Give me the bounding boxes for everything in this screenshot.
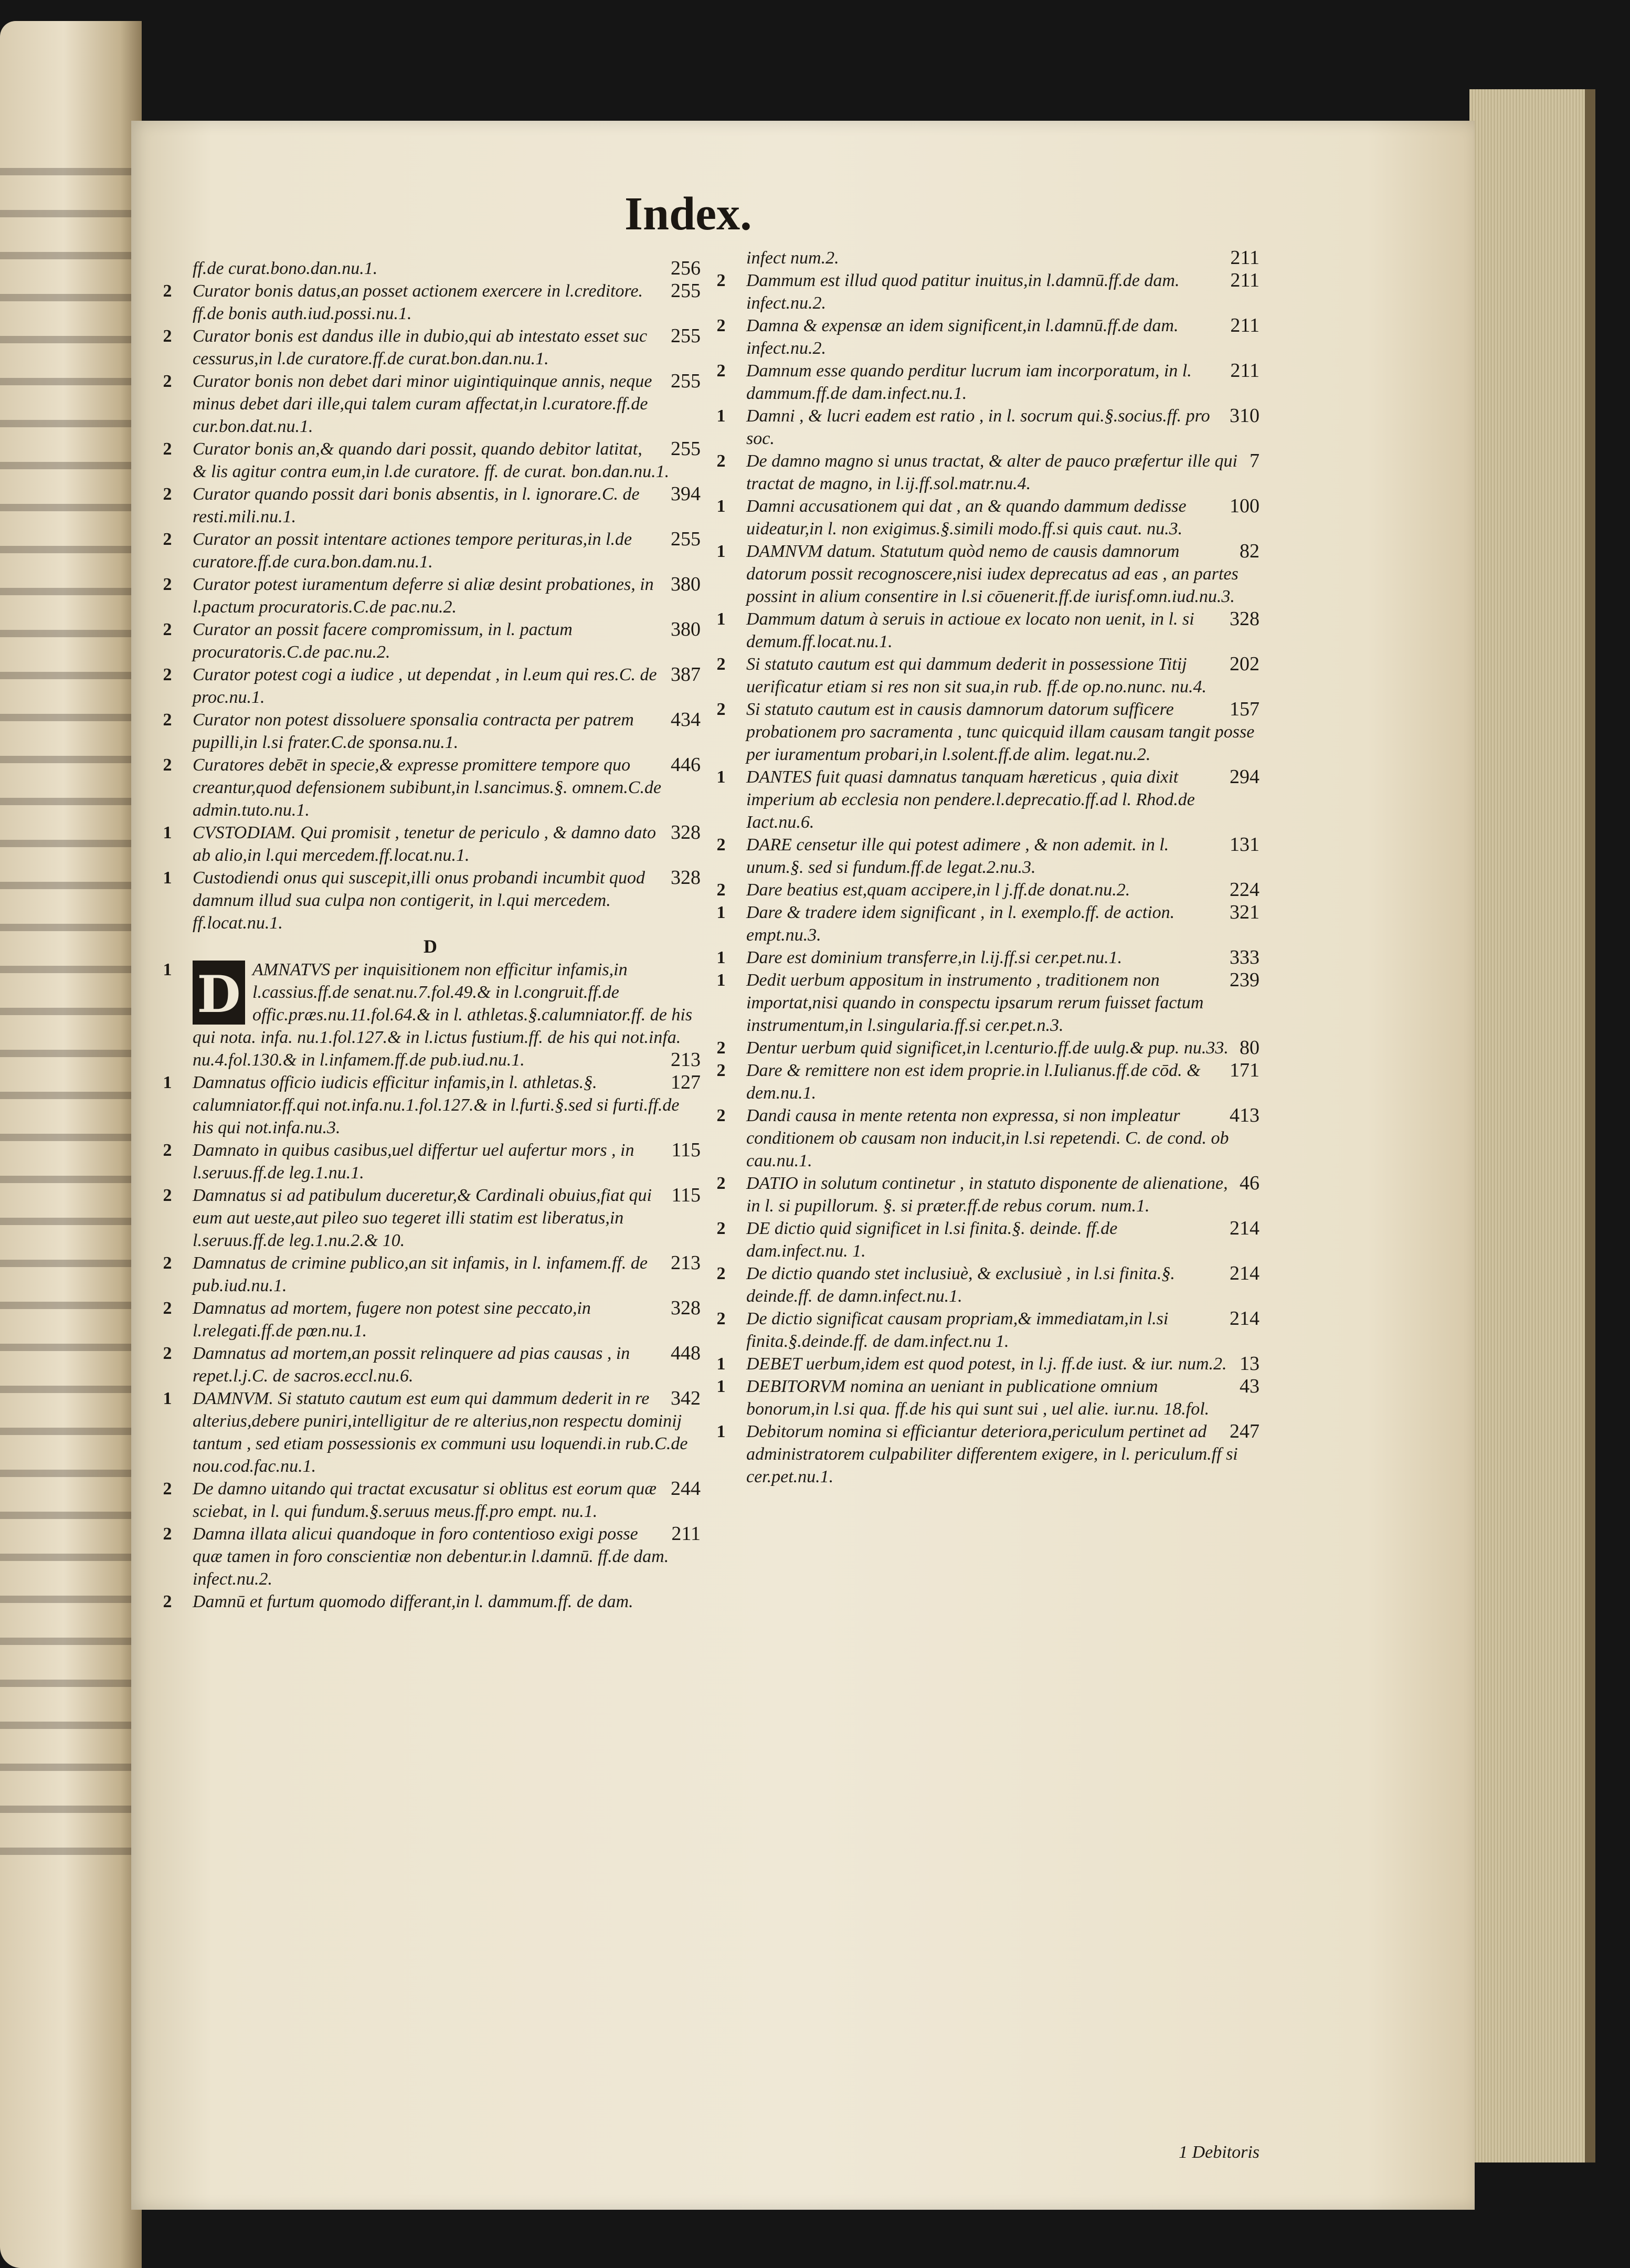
entry-marker: 1 [163,868,172,888]
index-entry [714,608,1259,653]
entry-page-number: 387 [671,663,701,685]
index-entry [160,257,701,280]
entry-marker: 1 [716,971,726,990]
index-entry [160,528,701,573]
bleed-text-line [0,588,134,595]
index-entry [714,1172,1259,1217]
entry-text: Dandi causa in mente retenta non expressa, si non impleatur conditionem ob causam non inducit,in l.si repetendi. C. de cond. ob cau.nu.1. [746,1106,1229,1170]
entry-marker: 2 [163,575,172,594]
entry-marker: 1 [716,609,726,629]
entry-text: De dictio quando stet inclusiuè, & exclusiuè , in l.si finita.§. deinde.ff. de damn.infect.nu.1. [746,1264,1175,1306]
entry-marker: 2 [716,880,726,900]
index-entry [160,663,701,709]
catchword: 1 Debitoris [1179,2143,1259,2162]
entry-page-number: 321 [1230,901,1259,923]
entry-page-number: 211 [1230,269,1259,291]
bleed-text-line [0,1596,134,1603]
entry-page-number: 255 [671,325,701,347]
entry-marker: 1 [716,406,726,426]
index-entry [714,405,1259,450]
bleed-text-line [0,546,134,553]
bleed-text-line [0,672,134,679]
left-column [160,257,701,1613]
entry-page-number: 131 [1230,834,1259,856]
entry-text: DAMNVM datum. Statutum quòd nemo de causis damnorum datorum possit recognoscere,nisi iudex deprecatus ad eas , an partes possint in alium consentire in l.si cōuenerit.ff.de iurisf.omn.iud.nu.3. [746,542,1239,606]
entry-text: Debitorum nomina si efficiantur deteriora,periculum pertinet ad administratorem culpabiliter differentem exigere, in l. periculum.ff si cer.pet.nu.1. [746,1422,1238,1486]
index-entry [160,438,701,483]
entry-marker: 2 [163,755,172,775]
bleed-text-line [0,630,134,637]
entry-text: Curator potest iuramentum deferre si aliæ desint probationes, in l.pactum procuratoris.C.de pac.nu.2. [193,575,654,617]
entry-text: infect num.2. [746,248,839,268]
entry-page-number: 211 [671,1523,701,1545]
entry-text: DATIO in solutum continetur , in statuto disponente de alienatione, in l. si pupillorum. §. si præter.ff.de rebus corum. num.1. [746,1174,1228,1216]
entry-text: Damna illata alicui quandoque in foro contentioso exigi posse quæ tamen in foro conscientiæ non debentur.in l.damnū. ff.de dam. infect.nu.2. [193,1524,669,1589]
entry-page-number: 294 [1230,766,1259,788]
entry-text: Damnum esse quando perditur lucrum iam incorporatum, in l. dammum.ff.de dam.infect.nu.1. [746,361,1192,403]
entry-page-number: 46 [1240,1172,1259,1194]
entry-marker: 2 [163,326,172,346]
entry-page-number: 342 [671,1387,701,1409]
right-column [714,247,1259,1488]
entry-marker: 2 [163,710,172,730]
bleed-text-line [0,1218,134,1225]
entry-page-number: 202 [1230,653,1259,675]
entry-text: DE dictio quid significet in l.si finita.§. deinde. ff.de dam.infect.nu. 1. [746,1219,1118,1261]
index-entry [160,573,701,618]
entry-text: Curator bonis est dandus ille in dubio,qui ab intestato esset suc cessurus,in l.de curatore.ff.de curat.bon.dan.nu.1. [193,326,648,368]
entry-marker: 2 [163,1253,172,1273]
entry-page-number: 328 [1230,608,1259,630]
entry-marker: 2 [163,1479,172,1499]
entry-text: Damnatus ad mortem, fugere non potest sine peccato,in l.relegati.ff.de pœn.nu.1. [193,1299,591,1341]
index-entry [714,1420,1259,1488]
entry-text: Dare & tradere idem significant , in l. exemplo.ff. de action. empt.nu.3. [746,903,1175,945]
entry-marker: 2 [716,655,726,674]
bleed-text-line [0,1050,134,1057]
entry-marker: 2 [163,620,172,639]
entry-marker: 1 [716,497,726,516]
bleed-text-line [0,1344,134,1351]
entry-page-number: 13 [1240,1353,1259,1375]
index-entry [160,325,701,370]
index-entry [714,946,1259,969]
bleed-text-line [0,1428,134,1435]
facing-left-page [0,21,142,2268]
entry-text: Curatores debēt in specie,& expresse promittere tempore quo creantur,quod defensionem subibunt,in l.sancimus.§. omnem.C.de admin.tuto.nu.1. [193,755,662,820]
d-first-entry [160,958,701,1071]
entry-page-number: 255 [671,280,701,302]
index-entry [160,1523,701,1590]
entry-marker: 2 [716,271,726,290]
entry-text: DEBET uerbum,idem est quod potest, in l.j. ff.de iust. & iur. num.2. [746,1354,1227,1374]
entry-marker: 2 [716,1219,726,1238]
index-entry [714,901,1259,946]
entry-text: ff.de curat.bono.dan.nu.1. [193,259,378,278]
entry-marker: 1 [716,948,726,967]
entry-marker: 2 [163,1141,172,1160]
entry-page-number: 247 [1230,1420,1259,1442]
index-entry [160,483,701,528]
bleed-text-line [0,462,134,469]
entry-text: Damnatus officio iudicis efficitur infamis,in l. athletas.§. calumniator.ff.qui not.infa.nu.1.fol.127.& in l.furti.§.sed si furti.ff.de his qui not.infa.nu.3. [193,1073,680,1137]
entry-page-number: 214 [1230,1217,1259,1239]
index-entry [714,540,1259,608]
entry-page-number: 214 [1230,1307,1259,1330]
entry-marker: 2 [716,700,726,719]
bleed-text-line [0,168,134,175]
index-entry [160,1590,701,1613]
entry-text: Curator potest cogi a iudice , ut dependat , in l.eum qui res.C. de proc.nu.1. [193,665,657,707]
bleed-text-line [0,840,134,847]
entry-page-number: 434 [671,709,701,731]
entry-text: Dare beatius est,quam accipere,in l j.ff.de donat.nu.2. [746,880,1130,900]
index-entry [160,1342,701,1387]
index-entry [160,709,701,754]
index-entry [160,1184,701,1252]
bleed-text-line [0,294,134,301]
index-entry [714,879,1259,901]
bleed-text-line [0,1680,134,1687]
index-entry [714,653,1259,698]
entry-text: Si statuto cautum est in causis damnorum datorum sufficere probationem pro sacramenta , tunc quicquid illam causam tangit posse per iuramentum probari,in l.solent.ff.de alim. legat.nu.2. [746,700,1255,764]
index-entry [714,495,1259,540]
entry-text: Damnū et furtum quomodo differant,in l. dammum.ff. de dam. [193,1592,633,1611]
bleed-text-line [0,1008,134,1015]
entry-marker: 2 [163,530,172,549]
bleed-text-line [0,924,134,931]
entry-text: Dare est dominium transferre,in l.ij.ff.si cer.pet.nu.1. [746,948,1123,967]
entry-page-number: 127 [671,1071,701,1093]
entry-page-number: 380 [671,618,701,640]
index-entry [160,867,701,934]
bleed-text-line [0,1302,134,1309]
index-entry [714,360,1259,405]
entry-page-number: 171 [1230,1059,1259,1081]
index-entry [714,1037,1259,1059]
bleed-text-line [0,420,134,427]
entry-marker: 1 [716,542,726,561]
entry-marker: 2 [163,1592,172,1611]
entry-page-number: 7 [1250,450,1259,472]
entry-text: Damna & expensæ an idem significent,in l.damnū.ff.de dam. infect.nu.2. [746,316,1179,358]
entry-page-number: 380 [671,573,701,595]
entry-marker: 2 [716,1264,726,1283]
index-entry [714,269,1259,314]
entry-page-number: 255 [671,528,701,550]
entry-text: Curator bonis non debet dari minor uigintiquinque annis, neque minus debet dari ille,qui talem curam affectat,in l.curatore.ff.de cur.bon.dat.nu.1. [193,372,652,436]
entry-text: Curator an possit facere compromissum, in l. pactum procuratoris.C.de pac.nu.2. [193,620,573,662]
entry-marker: 1 [716,1354,726,1374]
entry-marker: 1 [163,823,172,842]
bleed-text-line [0,1722,134,1729]
index-entry [160,1139,701,1184]
entry-page-number: 333 [1230,946,1259,968]
entry-marker: 1 [716,1377,726,1396]
entry-page-number: 43 [1240,1375,1259,1397]
entry-page-number: 211 [1230,247,1259,269]
entry-page-number: 100 [1230,495,1259,517]
bleed-text-line [0,1848,134,1855]
bleed-text-line [0,1092,134,1099]
bleed-text-line [0,1134,134,1141]
index-entry [714,1217,1259,1262]
entry-marker: 2 [163,1344,172,1363]
entry-text: Dedit uerbum appositum in instrumento , traditionem non importat,nisi quando in conspectu ipsarum rerum fuisset factum instrumentum,in l.singularia.ff.si cer.pet.n.3. [746,971,1204,1035]
entry-text: Damnato in quibus casibus,uel differtur uel aufertur mors , in l.seruus.ff.de leg.1.nu.1. [193,1141,634,1183]
entry-page-number: 211 [1230,314,1259,336]
index-entry [714,1262,1259,1307]
bleed-text-line [0,210,134,217]
entry-page-number: 256 [671,257,701,279]
entry-marker: 2 [716,1061,726,1080]
entry-text: DAMNVM. Si statuto cautum est eum qui dammum dederit in re alterius,debere puniri,intelligitur de re alterius,non respectu dominij tantum , sed etiam possessionis ex communi usu loquendi.in rub.C.de nou.cod.fac.nu.1. [193,1389,688,1476]
section-heading: D [424,936,437,957]
entry-text: Damni , & lucri eadem est ratio , in l. socrum qui.§.socius.ff. pro soc. [746,406,1210,448]
index-entry [160,1387,701,1478]
entry-text: DANTES fuit quasi damnatus tanquam hæreticus , quia dixit imperium ab ecclesia non pendere.l.deprecatio.ff.ad l. Rhod.de Iact.nu.6. [746,767,1195,832]
index-entry [714,1059,1259,1104]
bleed-text-line [0,1260,134,1267]
index-entry [714,1353,1259,1375]
entry-text: Curator bonis an,& quando dari possit, quando debitor latitat, & lis agitur contra eum,in l.de curatore. ff. de curat. bon.dan.nu.1. [193,439,670,481]
entry-text: Damni accusationem qui dat , an & quando dammum dedisse uideatur,in l. non exigimus.§.simili modo.ff.si quis caut. nu.3. [746,497,1187,539]
entry-marker: 2 [163,665,172,684]
bleed-text-line [0,882,134,889]
entry-page-number: 115 [671,1184,701,1206]
entry-marker: 1 [716,903,726,922]
bleed-text-line [0,378,134,385]
right-entry-list [714,247,1259,1488]
bleed-text-line [0,1554,134,1561]
bleed-text-line [0,1764,134,1771]
bleed-text-line [0,336,134,343]
entry-marker: 2 [163,1186,172,1205]
entry-marker: 2 [716,1174,726,1193]
index-entry [714,1375,1259,1420]
entry-page-number: 328 [671,1297,701,1319]
bleed-text-line [0,1512,134,1519]
entry-text: Curator quando possit dari bonis absentis, in l. ignorare.C. de resti.mili.nu.1. [193,484,640,526]
index-entry [714,698,1259,766]
entry-marker: 2 [163,372,172,391]
index-entry [160,754,701,821]
entry-marker: 2 [716,1106,726,1125]
entry-page-number: 310 [1230,405,1259,427]
entry-page-number: 328 [671,867,701,889]
bleed-text-line [0,1176,134,1183]
entry-text: DEBITORVM nomina an ueniant in publicatione omnium bonorum,in l.si qua. ff.de his qui sunt sui , uel alie. iur.nu. 18.fol. [746,1377,1210,1419]
entry-text: AMNATVS per inquisitionem non efficitur infamis,in l.cassius.ff.de senat.nu.7.fol.49.& in l.congruit.ff.de offic.præs.nu.11.fol.64.& in l. athletas.§.calumniator.ff. de his qui nota. infa. nu.1.fol.127.& in l.ictus fustium.ff. de his qui not.infa. nu.4.fol.130.& in l.infamem.ff.de pub.iud.nu.1. [193,960,693,1070]
entry-marker: 2 [716,316,726,335]
entry-text: Damnatus ad mortem,an possit relinquere ad pias causas , in repet.l.j.C. de sacros.eccl.nu.6. [193,1344,630,1386]
entry-page-number: 394 [671,483,701,505]
entry-marker: 2 [716,835,726,855]
index-entry [160,1478,701,1523]
entry-text: Dammum est illud quod patitur inuitus,in l.damnū.ff.de dam. infect.nu.2. [746,271,1180,313]
entry-text: DARE censetur ille qui potest adimere , & non ademit. in l. unum.§. sed si fundum.ff.de legat.2.nu.3. [746,835,1169,877]
entry-page-number: 80 [1240,1037,1259,1059]
index-entry [160,821,701,867]
entry-text: De damno magno si unus tractat, & alter de pauco præfertur ille qui tractat de magno, in l.ij.ff.sol.matr.nu.4. [746,451,1237,493]
entry-page-number: 255 [671,438,701,460]
entry-text: Curator an possit intentare actiones tempore perituras,in l.de curatore.ff.de cura.bon.dam.nu.1. [193,530,632,572]
entry-text: Custodiendi onus qui suscepit,illi onus probandi incumbit quod damnum illud sua culpa non contigerit, in l.qui mercedem. ff.locat.nu.1. [193,868,645,933]
bleed-text-line [0,252,134,259]
left-d-entry-list [160,1071,701,1613]
entry-page-number: 157 [1230,698,1259,720]
bleed-text-line [0,966,134,973]
bleed-text-line [0,1638,134,1645]
entry-text: Curator non potest dissoluere sponsalia contracta per patrem pupilli,in l.si frater.C.de sponsa.nu.1. [193,710,634,752]
entry-page-number: 213 [671,1049,701,1071]
entry-marker: 2 [716,451,726,471]
index-entry [160,618,701,663]
entry-text: Dammum datum à seruis in actioue ex locato non uenit, in l. si demum.ff.locat.nu.1. [746,609,1194,651]
entry-page-number: 255 [671,370,701,392]
entry-page-number: 213 [671,1252,701,1274]
entry-text: De dictio significat causam propriam,& immediatam,in l.si finita.§.deinde.ff. de dam.infect.nu 1. [746,1309,1169,1351]
index-entry [714,247,1259,269]
entry-text: Si statuto cautum est qui dammum dederit in possessione Titij uerificatur etiam si res non sit sua,in rub. ff.de op.no.nunc. nu.4. [746,655,1207,697]
entry-page-number: 328 [671,821,701,843]
entry-page-number: 214 [1230,1262,1259,1284]
bleed-text-line [0,756,134,763]
index-entry [714,1307,1259,1353]
entry-marker: 1 [163,1073,172,1092]
entry-marker: 1 [716,1422,726,1441]
entry-marker: 1 [163,1389,172,1408]
entry-marker: 1 [163,960,172,979]
entry-page-number: 115 [671,1139,701,1161]
index-entry [160,280,701,325]
bleed-text-line [0,798,134,805]
index-entry [160,1297,701,1342]
index-entry [714,450,1259,495]
index-entry [160,1252,701,1297]
entry-text: De damno uitando qui tractat excusatur si oblitus est eorum quæ sciebat, in l. qui fundum.§.seruus meus.ff.pro empt. nu.1. [193,1479,657,1521]
bleed-text-line [0,1806,134,1813]
bleed-text-line [0,1386,134,1393]
entry-page-number: 244 [671,1478,701,1500]
entry-page-number: 211 [1230,360,1259,382]
entry-page-number: 239 [1230,969,1259,991]
entry-marker: 2 [163,1524,172,1544]
bleed-text-line [0,714,134,721]
entry-marker: 2 [716,1038,726,1058]
entry-marker: 2 [163,281,172,301]
entry-page-number: 82 [1240,540,1259,562]
entry-text: Damnatus de crimine publico,an sit infamis, in l. infamem.ff. de pub.iud.nu.1. [193,1253,648,1295]
entry-page-number: 448 [671,1342,701,1364]
entry-text: Curator bonis datus,an posset actionem exercere in l.creditore. ff.de bonis auth.iud.possi.nu.1. [193,281,643,323]
index-entry [714,1104,1259,1172]
entry-page-number: 224 [1230,879,1259,901]
entry-marker: 2 [716,361,726,381]
left-entry-list [160,257,701,934]
entry-marker: 2 [716,1309,726,1328]
bleed-text-line [0,504,134,511]
index-entry [160,1071,701,1139]
decorated-initial: D [193,961,245,1025]
page-block-edge [1469,89,1595,2162]
entry-text: Dare & remittere non est idem proprie.in l.Iulianus.ff.de cōd. & dem.nu.1. [746,1061,1201,1103]
entry-marker: 1 [716,767,726,787]
entry-page-number: 446 [671,754,701,776]
entry-marker: 2 [163,1299,172,1318]
entry-text: Dentur uerbum quid significet,in l.centurio.ff.de uulg.& pup. nu.33. [746,1038,1229,1058]
entry-page-number: 413 [1230,1104,1259,1126]
page-title: Index. [625,188,752,240]
entry-text: CVSTODIAM. Qui promisit , tenetur de periculo , & damno dato ab alio,in l.qui mercedem.ff.locat.nu.1. [193,823,657,865]
bleed-text-line [0,1470,134,1477]
index-entry [714,834,1259,879]
entry-text: Damnatus si ad patibulum duceretur,& Cardinali obuius,fiat qui eum aut ueste,aut pileo suo tegeret illi statim est liberatus,in l.seruus.ff.de leg.1.nu.2.& 10. [193,1186,652,1250]
entry-marker: 2 [163,484,172,504]
index-entry [714,314,1259,360]
index-entry [714,969,1259,1037]
entry-marker: 2 [163,439,172,459]
index-entry [160,370,701,438]
index-entry [714,766,1259,834]
